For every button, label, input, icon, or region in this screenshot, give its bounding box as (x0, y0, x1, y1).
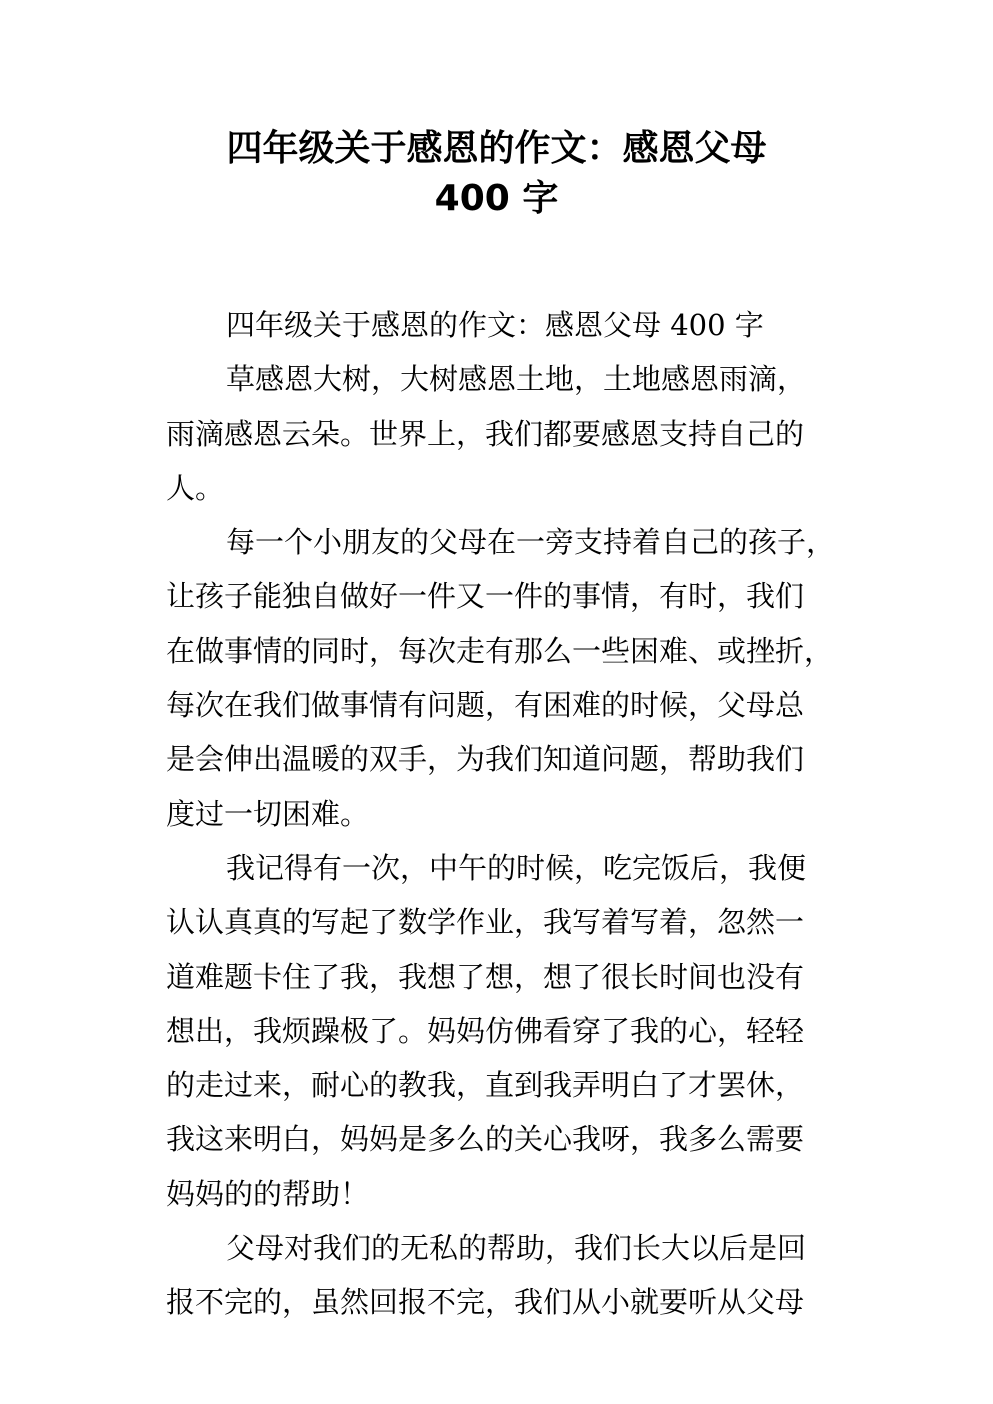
essay-line: 我这来明白，妈妈是多么的关心我呀，我多么需要 (166, 1122, 805, 1157)
essay-line: 是会伸出温暖的双手，为我们知道问题，帮助我们 (166, 742, 805, 777)
essay-line: 四年级关于感恩的作文：感恩父母 400 字 (226, 308, 764, 342)
essay-line: 报不完的，虽然回报不完，我们从小就要听从父母 (166, 1285, 805, 1320)
essay-line: 的走过来，耐心的教我，直到我弄明白了才罢休， (166, 1068, 805, 1103)
essay-line: 在做事情的同时，每次走有那么一些困难、或挫折， (166, 633, 834, 668)
essay-line: 想出，我烦躁极了。妈妈仿佛看穿了我的心，轻轻 (166, 1013, 805, 1048)
essay-line: 认认真真的写起了数学作业，我写着写着，忽然一 (166, 905, 805, 940)
essay-line: 草感恩大树，大树感恩土地，土地感恩雨滴， (226, 362, 807, 397)
essay-line: 人。 (166, 470, 225, 505)
essay-line: 每一个小朋友的父母在一旁支持着自己的孩子， (226, 525, 836, 560)
essay-body (166, 298, 846, 1330)
essay-line: 每次在我们做事情有问题，有困难的时候，父母总 (166, 688, 805, 723)
essay-line: 度过一切困难。 (166, 796, 370, 831)
essay-line: 妈妈的的帮助！ (166, 1176, 370, 1211)
document-title-line-2: 400 字 (434, 178, 559, 219)
essay-line: 雨滴感恩云朵。世界上，我们都要感恩支持自己的 (166, 416, 805, 451)
essay-line: 道难题卡住了我，我想了想，想了很长时间也没有 (166, 959, 805, 994)
essay-line: 让孩子能独自做好一件又一件的事情，有时，我们 (166, 579, 805, 614)
essay-line: 我记得有一次，中午的时候，吃完饭后，我便 (226, 850, 807, 885)
document-title: 四年级关于感恩的作文：感恩父母 (226, 128, 767, 169)
essay-line: 父母对我们的无私的帮助，我们长大以后是回 (226, 1231, 807, 1266)
